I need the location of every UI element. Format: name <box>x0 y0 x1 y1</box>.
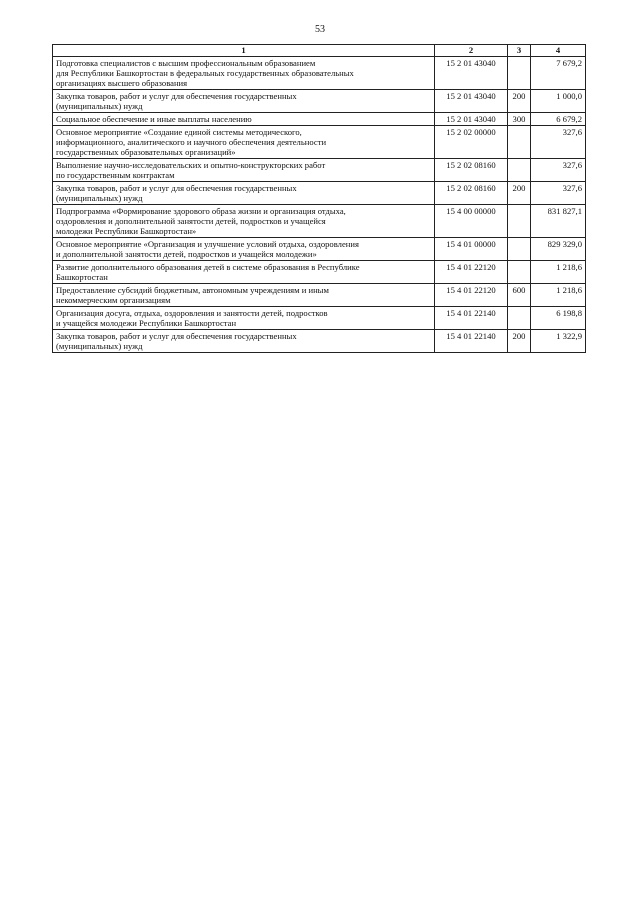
table-body <box>53 57 586 353</box>
table-row <box>53 126 586 159</box>
row-type-cell <box>508 238 531 261</box>
row-type-cell: 300 <box>508 113 531 126</box>
row-code-cell: 15 2 02 08160 <box>435 159 508 182</box>
row-name-cell: Социальное обеспечение и иные выплаты населению <box>53 113 435 126</box>
row-code-cell: 15 4 01 22120 <box>435 261 508 284</box>
table-header <box>53 45 586 57</box>
row-amount-cell: 1 322,9 <box>531 330 586 353</box>
table-row <box>53 261 586 284</box>
row-name-cell: Подготовка специалистов с высшим профессиональным образованием для Республики Башкортостан в федеральных государственных образовательных организациях высшего образования <box>53 57 435 90</box>
row-amount-cell: 6 679,2 <box>531 113 586 126</box>
row-type-cell <box>508 57 531 90</box>
row-name-cell: Организация досуга, отдыха, оздоровления и занятости детей, подростков и учащейся молодежи Республики Башкортостан <box>53 307 435 330</box>
row-amount-cell: 1 218,6 <box>531 261 586 284</box>
row-name-cell: Закупка товаров, работ и услуг для обеспечения государственных (муниципальных) нужд <box>53 90 435 113</box>
row-amount-cell: 327,6 <box>531 182 586 205</box>
table-row <box>53 90 586 113</box>
row-amount-cell: 327,6 <box>531 159 586 182</box>
row-type-cell: 200 <box>508 182 531 205</box>
row-type-cell <box>508 307 531 330</box>
row-name-cell: Основное мероприятие «Организация и улучшение условий отдыха, оздоровления и дополнительной занятости детей, подростков и учащейся молодежи» <box>53 238 435 261</box>
table-row <box>53 57 586 90</box>
table-row <box>53 159 586 182</box>
row-code-cell: 15 2 01 43040 <box>435 90 508 113</box>
table-row <box>53 307 586 330</box>
table-row <box>53 284 586 307</box>
row-amount-cell: 831 827,1 <box>531 205 586 238</box>
header-col-4: 4 <box>531 45 586 57</box>
row-type-cell <box>508 261 531 284</box>
row-amount-cell: 6 198,8 <box>531 307 586 330</box>
row-name-cell: Выполнение научно-исследовательских и опытно-конструкторских работ по государственным контрактам <box>53 159 435 182</box>
row-code-cell: 15 2 02 00000 <box>435 126 508 159</box>
row-code-cell: 15 2 01 43040 <box>435 113 508 126</box>
table-row <box>53 113 586 126</box>
row-name-cell: Развитие дополнительного образования детей в системе образования в Республике Башкортостан <box>53 261 435 284</box>
row-type-cell: 200 <box>508 90 531 113</box>
row-code-cell: 15 4 01 22140 <box>435 307 508 330</box>
header-col-3: 3 <box>508 45 531 57</box>
row-code-cell: 15 2 01 43040 <box>435 57 508 90</box>
row-name-cell: Подпрограмма «Формирование здорового образа жизни и организация отдыха, оздоровления и дополнительной занятости детей, подростков и учащейся молодежи Республики Башкортостан» <box>53 205 435 238</box>
row-code-cell: 15 2 02 08160 <box>435 182 508 205</box>
header-col-1: 1 <box>53 45 435 57</box>
row-code-cell: 15 4 01 22120 <box>435 284 508 307</box>
row-name-cell: Закупка товаров, работ и услуг для обеспечения государственных (муниципальных) нужд <box>53 182 435 205</box>
row-type-cell: 600 <box>508 284 531 307</box>
table-row <box>53 330 586 353</box>
table-row <box>53 182 586 205</box>
row-code-cell: 15 4 01 22140 <box>435 330 508 353</box>
budget-table <box>52 44 586 353</box>
row-name-cell: Предоставление субсидий бюджетным, автономным учреждениям и иным некоммерческим организациям <box>53 284 435 307</box>
page-number: 53 <box>315 24 325 35</box>
row-code-cell: 15 4 00 00000 <box>435 205 508 238</box>
table-row <box>53 238 586 261</box>
row-type-cell <box>508 205 531 238</box>
row-amount-cell: 829 329,0 <box>531 238 586 261</box>
row-type-cell <box>508 159 531 182</box>
row-name-cell: Закупка товаров, работ и услуг для обеспечения государственных (муниципальных) нужд <box>53 330 435 353</box>
row-type-cell: 200 <box>508 330 531 353</box>
header-row <box>53 45 586 57</box>
row-code-cell: 15 4 01 00000 <box>435 238 508 261</box>
row-amount-cell: 1 218,6 <box>531 284 586 307</box>
header-col-2: 2 <box>435 45 508 57</box>
row-amount-cell: 327,6 <box>531 126 586 159</box>
row-amount-cell: 1 000,0 <box>531 90 586 113</box>
table-row <box>53 205 586 238</box>
row-name-cell: Основное мероприятие «Создание единой системы методического, информационного, аналитического и научного обеспечения деятельности государственных образовательных организаций» <box>53 126 435 159</box>
row-amount-cell: 7 679,2 <box>531 57 586 90</box>
row-type-cell <box>508 126 531 159</box>
